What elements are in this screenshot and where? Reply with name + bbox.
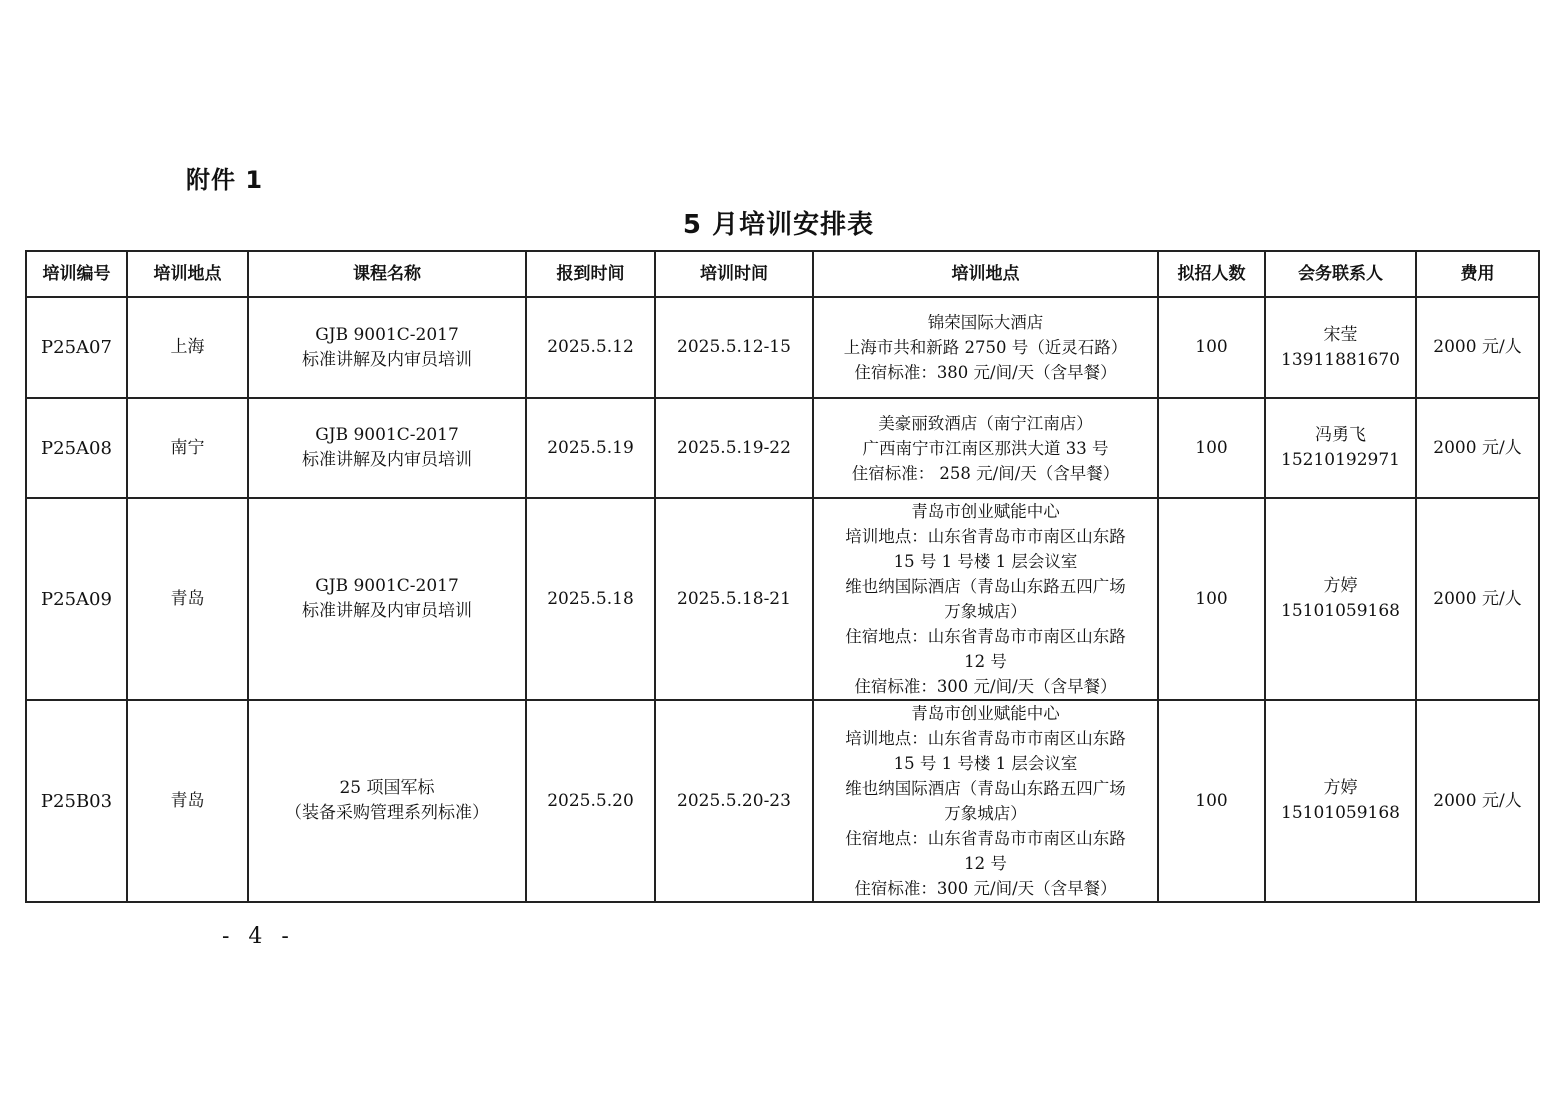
venue-line: 维也纳国际酒店（青岛山东路五四广场 bbox=[845, 779, 1126, 798]
header-checkin: 报到时间 bbox=[526, 251, 655, 297]
cell-venue bbox=[813, 398, 1158, 498]
cell-venue bbox=[813, 700, 1158, 902]
venue-line: 12 号 bbox=[964, 652, 1007, 671]
header-city: 培训地点 bbox=[127, 251, 248, 297]
cell-code: P25A09 bbox=[26, 498, 127, 700]
contact-name: 方婷 bbox=[1323, 778, 1358, 798]
cell-checkin: 2025.5.20 bbox=[526, 700, 655, 902]
cell-checkin: 2025.5.19 bbox=[526, 398, 655, 498]
cell-city: 上海 bbox=[127, 297, 248, 398]
venue-line: 12 号 bbox=[964, 854, 1007, 873]
venue-line: 锦荣国际大酒店 bbox=[927, 313, 1044, 332]
header-fee: 费用 bbox=[1416, 251, 1539, 297]
header-seats: 拟招人数 bbox=[1158, 251, 1265, 297]
cell-code: P25A07 bbox=[26, 297, 127, 398]
cell-city: 青岛 bbox=[127, 700, 248, 902]
venue-line: 15 号 1 号楼 1 层会议室 bbox=[893, 552, 1078, 571]
venue-line: 住宿标准：300 元/间/天（含早餐） bbox=[854, 677, 1117, 696]
training-schedule-table bbox=[25, 250, 1540, 903]
attachment-label: 附件 1 bbox=[186, 166, 264, 194]
venue-line: 住宿标准： 258 元/间/天（含早餐） bbox=[851, 463, 1120, 483]
cell-venue bbox=[813, 297, 1158, 398]
course-line: 标准讲解及内审员培训 bbox=[302, 450, 472, 470]
venue-line: 万象城店） bbox=[944, 804, 1027, 823]
cell-period: 2025.5.19-22 bbox=[655, 398, 813, 498]
venue-line: 培训地点：山东省青岛市市南区山东路 bbox=[845, 729, 1126, 748]
table-header-row bbox=[26, 251, 1539, 297]
header-period: 培训时间 bbox=[655, 251, 813, 297]
cell-course bbox=[248, 700, 526, 902]
venue-line: 青岛市创业赋能中心 bbox=[911, 502, 1060, 521]
venue-line: 住宿地点：山东省青岛市市南区山东路 bbox=[845, 627, 1126, 646]
course-line: 标准讲解及内审员培训 bbox=[302, 601, 472, 621]
venue-line: 美豪丽致酒店（南宁江南店） bbox=[878, 413, 1093, 433]
contact-phone: 15101059168 bbox=[1281, 803, 1400, 823]
venue-line: 住宿标准：300 元/间/天（含早餐） bbox=[854, 879, 1117, 898]
table-row bbox=[26, 297, 1539, 398]
contact-name: 方婷 bbox=[1323, 576, 1358, 596]
cell-city: 南宁 bbox=[127, 398, 248, 498]
course-line: GJB 9001C-2017 bbox=[315, 324, 459, 345]
course-line: 25 项国军标 bbox=[339, 778, 435, 798]
cell-code: P25A08 bbox=[26, 398, 127, 498]
cell-contact bbox=[1265, 498, 1416, 700]
cell-seats: 100 bbox=[1158, 498, 1265, 700]
venue-line: 住宿地点：山东省青岛市市南区山东路 bbox=[845, 829, 1126, 848]
cell-seats: 100 bbox=[1158, 398, 1265, 498]
cell-fee: 2000 元/人 bbox=[1416, 297, 1539, 398]
cell-period: 2025.5.18-21 bbox=[655, 498, 813, 700]
table-row bbox=[26, 700, 1539, 902]
venue-line: 青岛市创业赋能中心 bbox=[911, 704, 1060, 723]
contact-phone: 15210192971 bbox=[1281, 450, 1400, 470]
cell-contact bbox=[1265, 297, 1416, 398]
cell-fee: 2000 元/人 bbox=[1416, 498, 1539, 700]
header-code: 培训编号 bbox=[26, 251, 127, 297]
contact-phone: 15101059168 bbox=[1281, 601, 1400, 621]
venue-line: 万象城店） bbox=[944, 602, 1027, 621]
course-line: GJB 9001C-2017 bbox=[315, 576, 459, 596]
contact-phone: 13911881670 bbox=[1281, 349, 1400, 370]
venue-line: 培训地点：山东省青岛市市南区山东路 bbox=[845, 527, 1126, 546]
cell-course bbox=[248, 398, 526, 498]
table-row bbox=[26, 398, 1539, 498]
cell-city: 青岛 bbox=[127, 498, 248, 700]
venue-line: 15 号 1 号楼 1 层会议室 bbox=[893, 754, 1078, 773]
page-title: 5 月培训安排表 bbox=[682, 210, 875, 240]
cell-period: 2025.5.12-15 bbox=[655, 297, 813, 398]
page-number: - 4 - bbox=[222, 924, 295, 949]
cell-seats: 100 bbox=[1158, 700, 1265, 902]
cell-fee: 2000 元/人 bbox=[1416, 700, 1539, 902]
cell-checkin: 2025.5.12 bbox=[526, 297, 655, 398]
venue-line: 维也纳国际酒店（青岛山东路五四广场 bbox=[845, 577, 1126, 596]
cell-contact bbox=[1265, 398, 1416, 498]
contact-name: 宋莹 bbox=[1323, 324, 1358, 345]
course-line: GJB 9001C-2017 bbox=[315, 425, 459, 445]
course-line: （装备采购管理系列标准） bbox=[285, 803, 489, 823]
cell-fee: 2000 元/人 bbox=[1416, 398, 1539, 498]
cell-venue bbox=[813, 498, 1158, 700]
header-course: 课程名称 bbox=[248, 251, 526, 297]
header-venue: 培训地点 bbox=[813, 251, 1158, 297]
cell-period: 2025.5.20-23 bbox=[655, 700, 813, 902]
header-contact: 会务联系人 bbox=[1265, 251, 1416, 297]
venue-line: 住宿标准：380 元/间/天（含早餐） bbox=[854, 363, 1117, 382]
cell-checkin: 2025.5.18 bbox=[526, 498, 655, 700]
venue-line: 广西南宁市江南区那洪大道 33 号 bbox=[862, 438, 1109, 458]
course-line: 标准讲解及内审员培训 bbox=[302, 349, 472, 370]
cell-course bbox=[248, 297, 526, 398]
cell-course bbox=[248, 498, 526, 700]
table-row bbox=[26, 498, 1539, 700]
contact-name: 冯勇飞 bbox=[1315, 425, 1366, 445]
cell-seats: 100 bbox=[1158, 297, 1265, 398]
venue-line: 上海市共和新路 2750 号（近灵石路） bbox=[843, 338, 1128, 357]
cell-contact bbox=[1265, 700, 1416, 902]
cell-code: P25B03 bbox=[26, 700, 127, 902]
